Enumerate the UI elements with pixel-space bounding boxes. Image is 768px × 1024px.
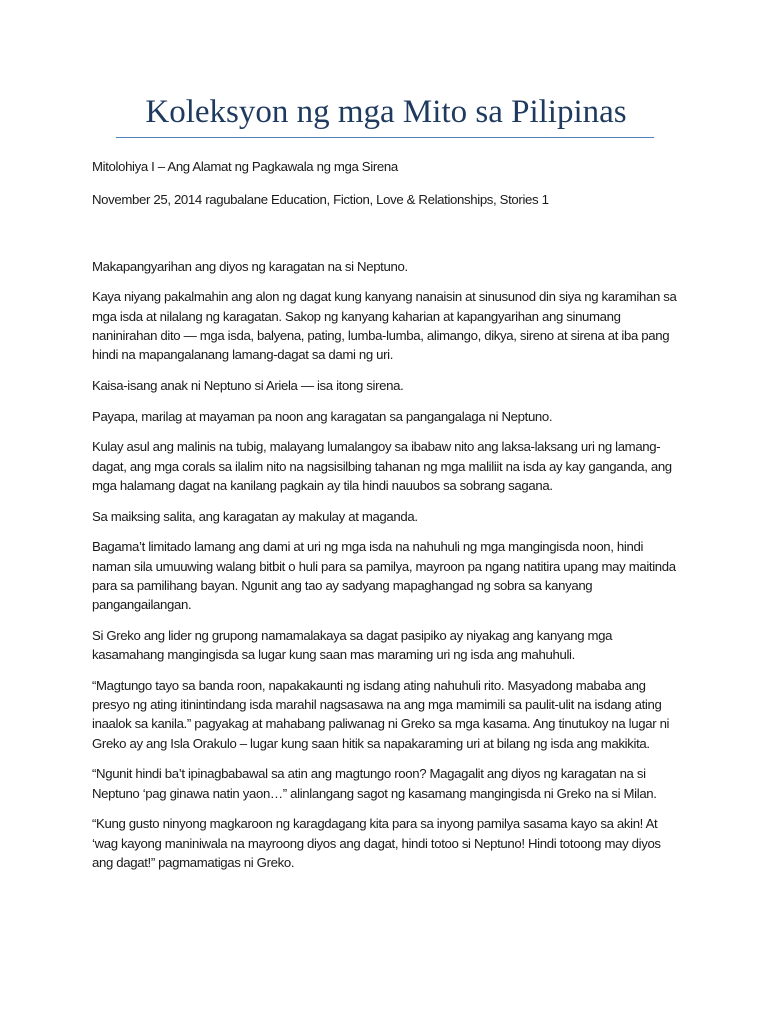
paragraph-4: Payapa, marilag at mayaman pa noon ang karagatan sa pangangalaga ni Neptuno. bbox=[92, 408, 553, 424]
paragraph-9: “Magtungo tayo sa banda roon, napakakaunti ng isdang ating nahuhuli rito. Masyadong mababa ang presyo ng ating itinintindang isda marahil nagsasawa na ang mga mamimili sa paulit-ulit na isdang ating inaalok sa kanila.” pagyakag at mahabang paliwanag ni Greko sa mga kasama. Ang tinutukoy na lugar ni Greko ay ang Isla Orakulo – lugar kung saan hitik sa napakaraming uri at bilang ng isda ang makikita. bbox=[92, 677, 670, 751]
paragraph-8: Si Greko ang lider ng grupong namamalakaya sa dagat pasipiko ay niyakag ang kanyang mga kasamahang mangingisda sa lugar kung saan mas maraming uri ng isda ang mahuhuli. bbox=[92, 627, 613, 663]
paragraph-11: “Kung gusto ninyong magkaroon ng karagdagang kita para sa inyong pamilya sasama kayo sa akin! At ‘wag kayong maniniwala na mayroong diyos ang dagat, hindi totoo si Neptuno! Hindi totoong may diyos ang dagat!” pagmamatigas ni Greko. bbox=[92, 816, 661, 870]
title-underline bbox=[116, 137, 654, 138]
paragraph-2: Kaya niyang pakalmahin ang alon ng dagat kung kanyang nanaisin at sinusunod din siya ng karamihan sa mga isda at nilalang ng karagatan. Sakop ng kanyang kaharian at kapangyarihan ang sinumang naninirahan dito — mga isda, balyena, pating, lumba-lumba, alimango, dikya, sireno at sirena at iba pang hindi na mapangalanang lamang-dagat sa dami ng uri. bbox=[92, 289, 677, 363]
document-body bbox=[92, 157, 678, 884]
paragraph-6: Sa maiksing salita, ang karagatan ay makulay at maganda. bbox=[92, 508, 418, 524]
article-subtitle: Mitolohiya I – Ang Alamat ng Pagkawala ng mga Sirena bbox=[92, 159, 398, 174]
article-meta-line: November 25, 2014 ragubalane Education, Fiction, Love & Relationships, Stories 1 bbox=[92, 192, 549, 208]
paragraph-5: Kulay asul ang malinis na tubig, malayang lumalangoy sa ibabaw nito ang laksa-laksang uri ng lamang-dagat, ang mga corals sa ilalim nito na nagsisilbing tahanan ng mga maliliit na isda ay kay ganganda, ang mga halamang dagat na kanilang pagkain ay tila hindi nauubos sa sobrang sagana. bbox=[92, 439, 672, 493]
paragraph-10: “Ngunit hindi ba’t ipinagbabawal sa atin ang magtungo roon? Magagalit ang diyos ng karagatan na si Neptuno ‘pag ginawa natin yaon…” alinlangang sagot ng kasamang mangingisda ni Greko na si Milan. bbox=[92, 766, 657, 801]
document-title: Koleksyon ng mga Mito sa Pilipinas bbox=[145, 94, 627, 130]
paragraph-1: Makapangyarihan ang diyos ng karagatan na si Neptuno. bbox=[92, 258, 408, 274]
paragraph-7: Bagama’t limitado lamang ang dami at uri ng mga isda na nahuhuli ng mga mangingisda noon, hindi naman sila umuuwing walang bitbit o huli para sa pamilya, mayroon pa ngang natitira upang may maitinda para sa pamilihang bayan. Ngunit ang tao ay sadyang mapaghangad ng sobra sa kanyang pangangailangan. bbox=[92, 539, 676, 613]
paragraph-3: Kaisa-isang anak ni Neptuno si Ariela — isa itong sirena. bbox=[92, 377, 404, 393]
